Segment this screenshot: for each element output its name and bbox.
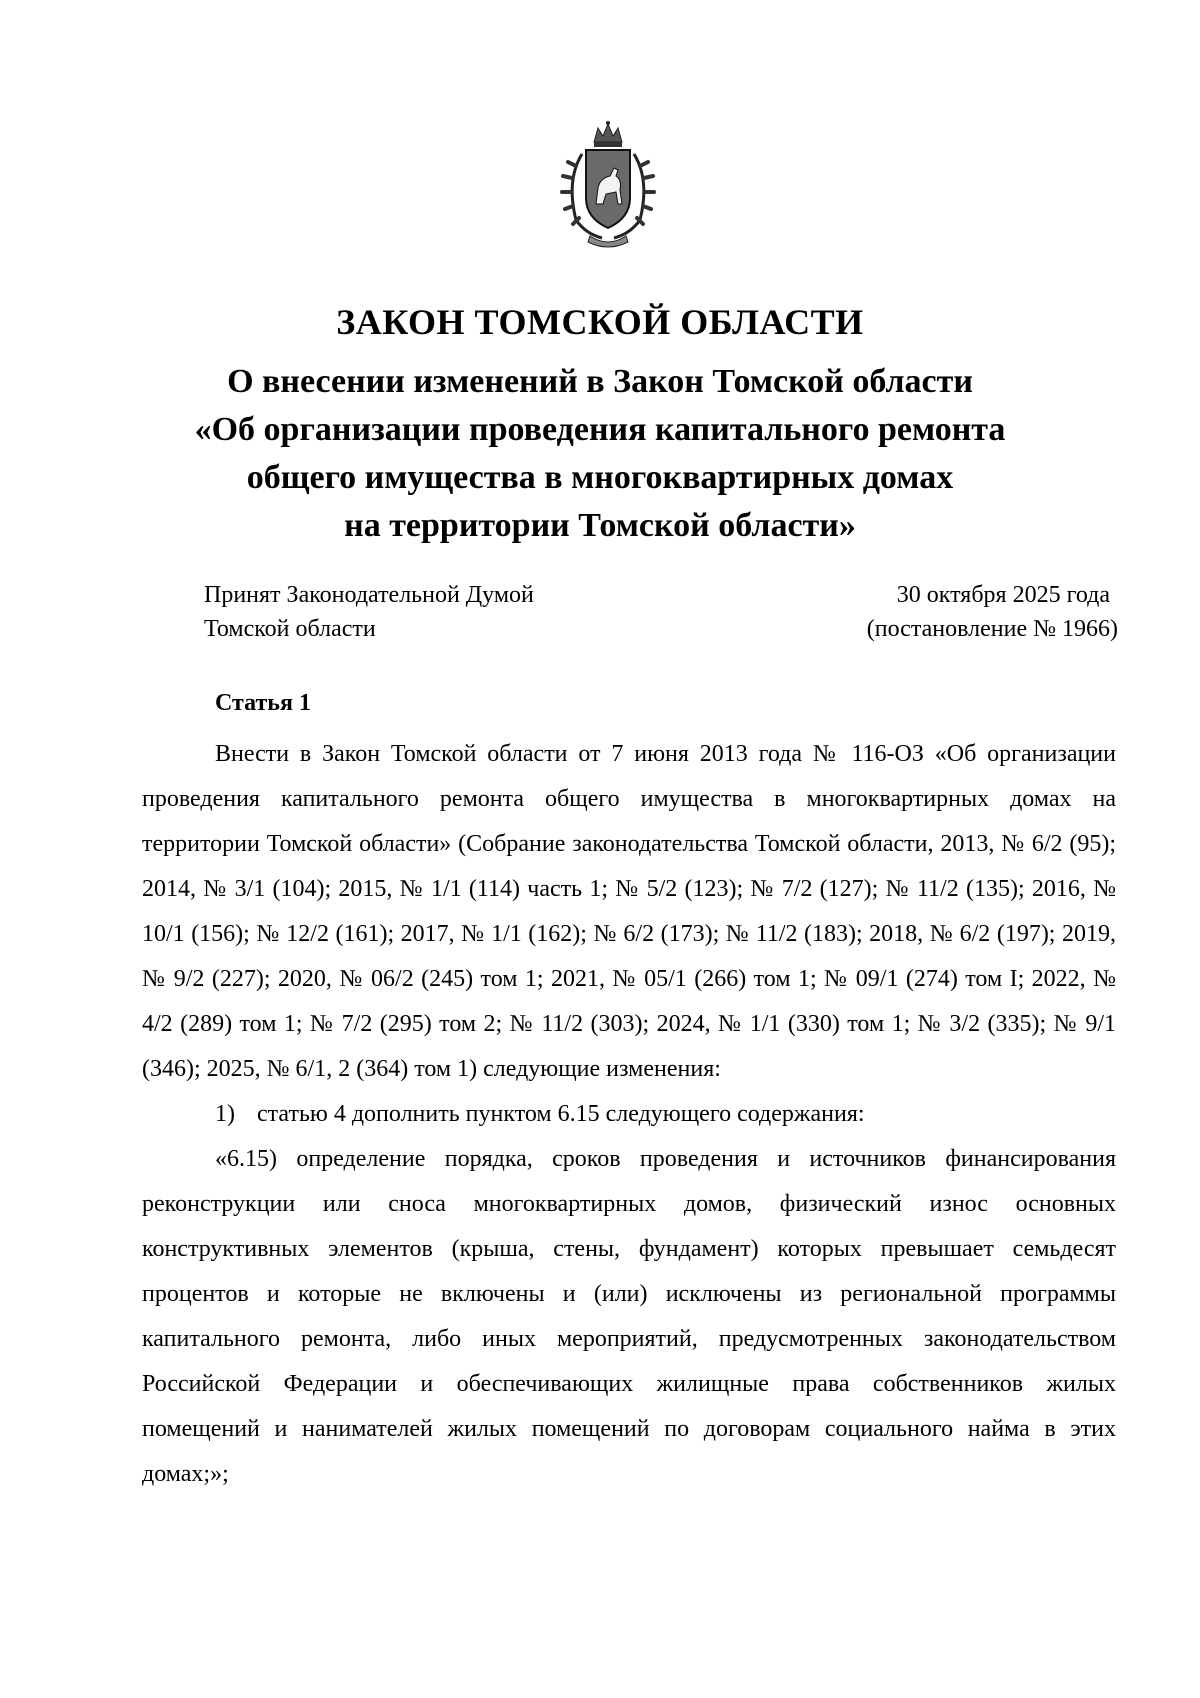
- law-subtitle: [0, 358, 1200, 550]
- article-intro-paragraph: Внести в Закон Томской области от 7 июня 2013 года № 116-ОЗ «Об организации проведения капитального ремонта общего имущества в многоквартирных домах на территории Томской области» (Собрание законодательства Томской области, 2013, № 6/2 (95); 2014, № 3/1 (104); 2015, № 1/1 (114) часть 1; № 5/2 (123); № 7/2 (127); № 11/2 (135); 2016, № 10/1 (156); № 12/2 (161); 2017, № 1/1 (162); № 6/2 (173); № 11/2 (183); 2018, № 6/2 (197); 2019, № 9/2 (227); 2020, № 06/2 (245) том 1; 2021, № 05/1 (266) том 1; № 09/1 (274) том I; 2022, № 4/2 (289) том 1; № 7/2 (295) том 2; № 11/2 (303); 2024, № 1/1 (330) том 1; № 3/2 (335); № 9/1 (346); 2025, № 6/1, 2 (364) том 1) следующие изменения:: [142, 741, 1116, 1082]
- amendment-item-number: 1): [215, 1101, 235, 1127]
- tomsk-oblast-coat-of-arms-icon: [556, 120, 660, 250]
- law-subtitle-line: на территории Томской области»: [344, 507, 856, 544]
- quoted-amendment-paragraph: «6.15) определение порядка, сроков проведения и источников финансирования реконструкции или сноса многоквартирных домов, физический износ основных конструктивных элементов (крыша, стены, фундамент) которых превышает семьдесят процентов и которые не включены и (или) исключены из региональной программы капитального ремонта, либо иных мероприятий, предусмотренных законодательством Российской Федерации и обеспечивающих жилищные права собственников жилых помещений и нанимателей жилых помещений по договорам социального найма в этих домах;»;: [142, 1146, 1116, 1487]
- article-body: [142, 732, 1116, 1497]
- adopted-by-line: Томской области: [204, 616, 376, 642]
- amendment-item: [142, 1092, 1116, 1137]
- law-subtitle-line: О внесении изменений в Закон Томской области: [227, 363, 973, 400]
- article-heading: Статья 1: [215, 690, 311, 716]
- adoption-date: [867, 578, 1118, 646]
- adopted-by: [204, 578, 534, 646]
- amendment-item-text: статью 4 дополнить пунктом 6.15 следующего содержания:: [257, 1101, 865, 1127]
- law-subtitle-line: общего имущества в многоквартирных домах: [246, 459, 954, 496]
- law-subtitle-line: «Об организации проведения капитального ремонта: [194, 411, 1006, 448]
- document-title-block: [0, 300, 1200, 550]
- adopted-by-line: Принят Законодательной Думой: [204, 582, 534, 608]
- adoption-date-line: 30 октября 2025 года: [896, 582, 1110, 608]
- resolution-number: (постановление № 1966): [866, 616, 1118, 642]
- law-title: ЗАКОН ТОМСКОЙ ОБЛАСТИ: [336, 302, 864, 342]
